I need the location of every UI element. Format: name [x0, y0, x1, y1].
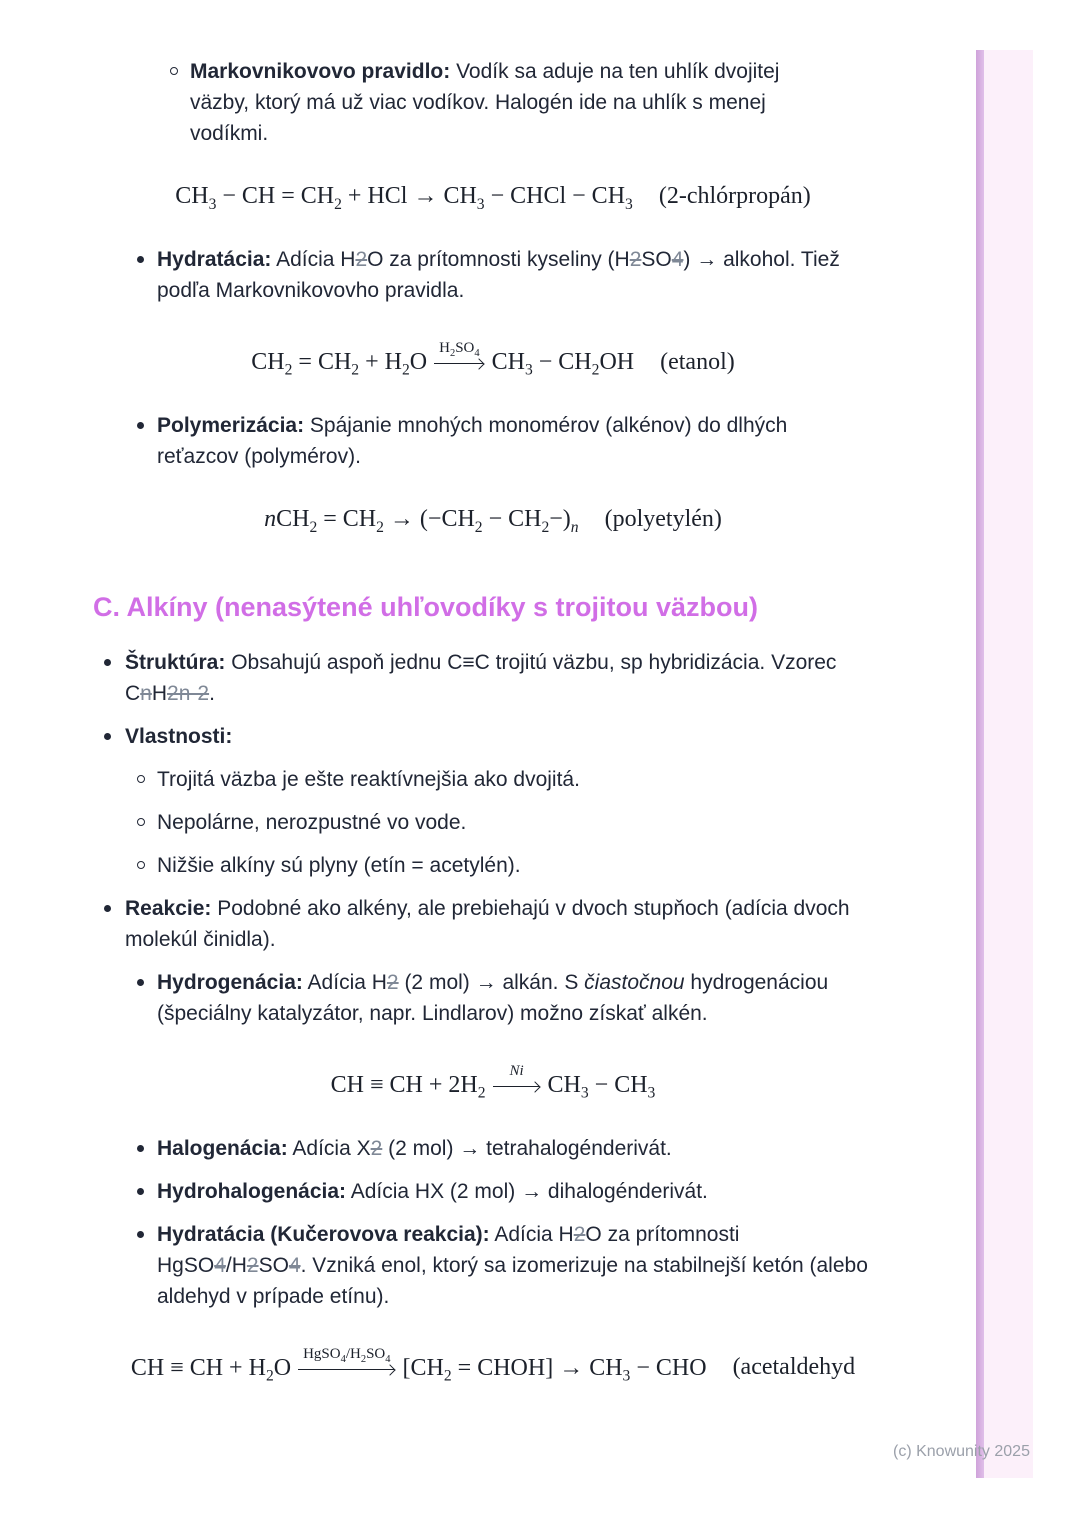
text-segment: − CH [532, 348, 592, 375]
text-segment: 3 [647, 1084, 656, 1102]
bullet-icon [137, 1188, 144, 1195]
text-segment: O [409, 348, 428, 375]
text-segment: n [264, 505, 277, 532]
text-segment: 2 [629, 248, 642, 271]
text-segment: Adícia H [302, 970, 387, 994]
list-item [93, 764, 863, 795]
text-segment: CH ≡ CH + H [130, 1354, 266, 1381]
copyright-footer: (c) Knowunity 2025 [893, 1443, 1030, 1460]
bullet-icon [137, 1145, 144, 1152]
text-segment: Hydrogenácia: [157, 970, 303, 994]
text-segment: Halogenácia: [157, 1136, 288, 1160]
text-segment: 3 [476, 195, 485, 213]
text-segment: Vodík sa aduje na ten uhlík dvojitej väzby, ktorý má už viac vodíkov. Halogén ide na uhlík s menej vodíkmi. [190, 60, 780, 145]
chemical-formula [93, 340, 893, 379]
bullet-icon [137, 979, 144, 986]
text-segment: Hydratácia (Kučerovova reakcia): [157, 1222, 490, 1246]
text-segment: /H [345, 1345, 361, 1362]
text-segment: . [209, 681, 215, 705]
text-segment: CH [491, 348, 525, 375]
chemical-formula [93, 505, 893, 536]
text-segment: Podobné ako alkény, ale prebiehajú v dvoch stupňoch (adícia dvoch molekúl činidla). [125, 896, 850, 951]
text-segment: hydrogenáciou (špeciálny katalyzátor, napr. Lindlarov) možno získať alkén. [157, 970, 829, 1025]
text-segment: → (−CH [383, 505, 475, 532]
arrow-line [493, 1080, 541, 1093]
reaction-arrow-icon [298, 1346, 395, 1376]
text-segment: CH ≡ CH + 2H [330, 1071, 478, 1098]
text-segment: CH [547, 1071, 581, 1098]
text-segment: Reakcie: [125, 896, 212, 920]
text-segment: Trojitá väzba je ešte reaktívnejšia ako dvojitá. [157, 767, 580, 791]
bullet-icon [104, 733, 111, 740]
text-segment: SO [455, 340, 475, 356]
text-segment: 2 [541, 518, 550, 536]
text-segment: Nižšie alkíny sú plyny (etín = acetylén). [157, 853, 521, 877]
text-segment: 2 [284, 361, 293, 379]
reaction-arrow-icon [434, 340, 485, 370]
chemical-formula [93, 183, 893, 213]
bullet-icon [137, 422, 144, 429]
text-segment: . Vzniká enol, ktorý sa izomerizuje na stabilnejší ketón (alebo aldehyd v prípade etínu). [157, 1253, 868, 1308]
bullet-icon [104, 905, 111, 912]
bullet-icon [137, 256, 144, 263]
text-segment: Markovnikovovo pravidlo: [190, 60, 451, 83]
text-segment: [CH [402, 1354, 444, 1381]
text-segment: Ni [509, 1062, 524, 1079]
text-segment: 2 [591, 361, 600, 379]
text-segment: 2 [443, 1367, 452, 1385]
chemical-formula [93, 1062, 893, 1102]
text-segment: Adícia X [287, 1136, 371, 1160]
text-segment: 4 [288, 1253, 301, 1277]
text-segment: = CH [317, 505, 377, 532]
reaction-condition-label [298, 1346, 395, 1363]
list-item [93, 721, 862, 752]
text-segment: 3 [622, 1367, 631, 1385]
text-segment: 2n-2 [167, 681, 210, 705]
text-segment: 4 [474, 348, 480, 359]
text-segment: Obsahujú aspoň jednu C≡C trojitú väzbu, sp hybridizácia. Vzorec C [125, 650, 837, 705]
sidebar-accent-line [976, 50, 984, 1478]
text-segment: Hydratácia: [157, 248, 272, 271]
text-segment: SO [366, 1345, 386, 1362]
text-segment: /H [225, 1253, 247, 1277]
text-segment: 2 [265, 1367, 274, 1385]
text-segment: 2 [360, 1353, 367, 1365]
text-segment: 4 [340, 1353, 346, 1365]
bullet-icon [104, 659, 111, 666]
text-segment: CH [276, 505, 310, 532]
text-segment: 2 [386, 970, 399, 994]
text-segment: − CH [588, 1071, 648, 1098]
text-segment: 4 [671, 248, 684, 271]
list-item [93, 1133, 863, 1164]
text-segment: = CH [292, 348, 352, 375]
list-item [93, 967, 885, 1029]
list-item [93, 410, 863, 472]
circle-bullet-icon [137, 818, 145, 826]
formula-note: (acetaldehyd [732, 1354, 856, 1381]
text-segment: + H [359, 348, 402, 375]
text-segment: 2 [334, 195, 342, 213]
text-segment: (2 mol) → tetrahalogénderivát. [382, 1136, 672, 1160]
text-segment: Adícia H [271, 248, 356, 271]
circle-bullet-icon [170, 67, 178, 75]
reaction-condition-label [504, 1063, 528, 1080]
circle-bullet-icon [137, 775, 145, 783]
list-item [93, 850, 863, 881]
text-segment: čiastočnou [584, 970, 685, 994]
formula-note: (2-chlórpropán) [658, 183, 811, 209]
text-segment: O [273, 1354, 292, 1381]
text-segment: Vlastnosti: [125, 724, 233, 748]
text-segment: Hydrohalogenácia: [157, 1179, 347, 1203]
text-segment: H [439, 340, 450, 356]
text-segment: Spájanie mnohých monomérov (alkénov) do dlhých reťazcov (polymérov). [157, 413, 788, 468]
text-segment: Štruktúra: [125, 650, 226, 674]
reaction-condition-label [434, 340, 485, 357]
text-segment: 2 [449, 348, 456, 359]
text-segment: 2 [573, 1222, 586, 1246]
list-item [93, 647, 862, 709]
text-segment: 3 [524, 361, 533, 379]
arrow-line [434, 357, 485, 370]
text-segment: Nepolárne, nerozpustné vo vode. [157, 810, 467, 834]
text-segment: 3 [580, 1084, 589, 1102]
text-segment: CH [175, 183, 209, 209]
formula-note: (etanol) [660, 348, 735, 375]
text-segment: Adícia H [489, 1222, 574, 1246]
chemical-formula [93, 1345, 893, 1385]
section-heading: C. Alkíny (nenasýtené uhľovodíky s trojitou väzbou) [93, 591, 758, 622]
list-item [93, 1176, 863, 1207]
circle-bullet-icon [137, 861, 145, 869]
text-segment: 3 [625, 195, 633, 213]
arrow-line [298, 1363, 395, 1376]
text-segment: − CH [482, 505, 542, 532]
text-segment: 2 [309, 518, 318, 536]
list-item [93, 244, 863, 306]
text-segment: n [570, 518, 579, 536]
text-segment: = CHOH] → CH [451, 1354, 623, 1381]
text-segment: − CHCl − CH [484, 183, 626, 209]
list-item [93, 893, 862, 955]
text-segment: 2 [477, 1084, 486, 1102]
text-segment: HgSO [303, 1345, 341, 1362]
text-segment: O za prítomnosti kyseliny (H [367, 248, 630, 271]
text-segment: − CHO [630, 1354, 707, 1381]
sidebar-pink-panel [984, 50, 1033, 1478]
text-segment: 4 [385, 1353, 391, 1365]
text-segment: n [140, 681, 152, 705]
text-segment: 3 [208, 195, 217, 213]
text-segment: Polymerizácia: [157, 413, 305, 437]
text-segment: 2 [246, 1253, 259, 1277]
text-segment: Adícia HX (2 mol) → dihalogénderivát. [346, 1179, 708, 1203]
reaction-arrow-icon [493, 1063, 541, 1093]
text-segment: SO [258, 1253, 289, 1277]
text-segment: − CH = CH [216, 183, 335, 209]
content [93, 56, 893, 1415]
list-item [93, 56, 803, 149]
list-item [93, 807, 863, 838]
text-segment: 2 [376, 518, 384, 536]
bullet-icon [137, 1231, 144, 1238]
text-segment: ) → alkohol. Tiež podľa Markovnikovovho pravidla. [157, 248, 840, 302]
text-segment: SO [641, 248, 672, 271]
text-segment: (2 mol) → alkán. S [398, 970, 585, 994]
text-segment: OH [599, 348, 635, 375]
text-segment: H [151, 681, 168, 705]
list-item [93, 1219, 885, 1312]
text-segment: 4 [214, 1253, 226, 1277]
formula-note: (polyetylén) [604, 505, 722, 532]
text-segment: 2 [355, 248, 368, 271]
text-segment: + HCl → CH [341, 183, 477, 209]
text-segment: 2 [401, 361, 410, 379]
text-segment: 2 [474, 518, 483, 536]
text-segment: O za prítomnosti HgSO [157, 1222, 740, 1277]
text-segment: −) [549, 505, 571, 532]
text-segment: 2 [351, 361, 360, 379]
text-segment: CH [251, 348, 285, 375]
text-segment: 2 [370, 1136, 383, 1160]
